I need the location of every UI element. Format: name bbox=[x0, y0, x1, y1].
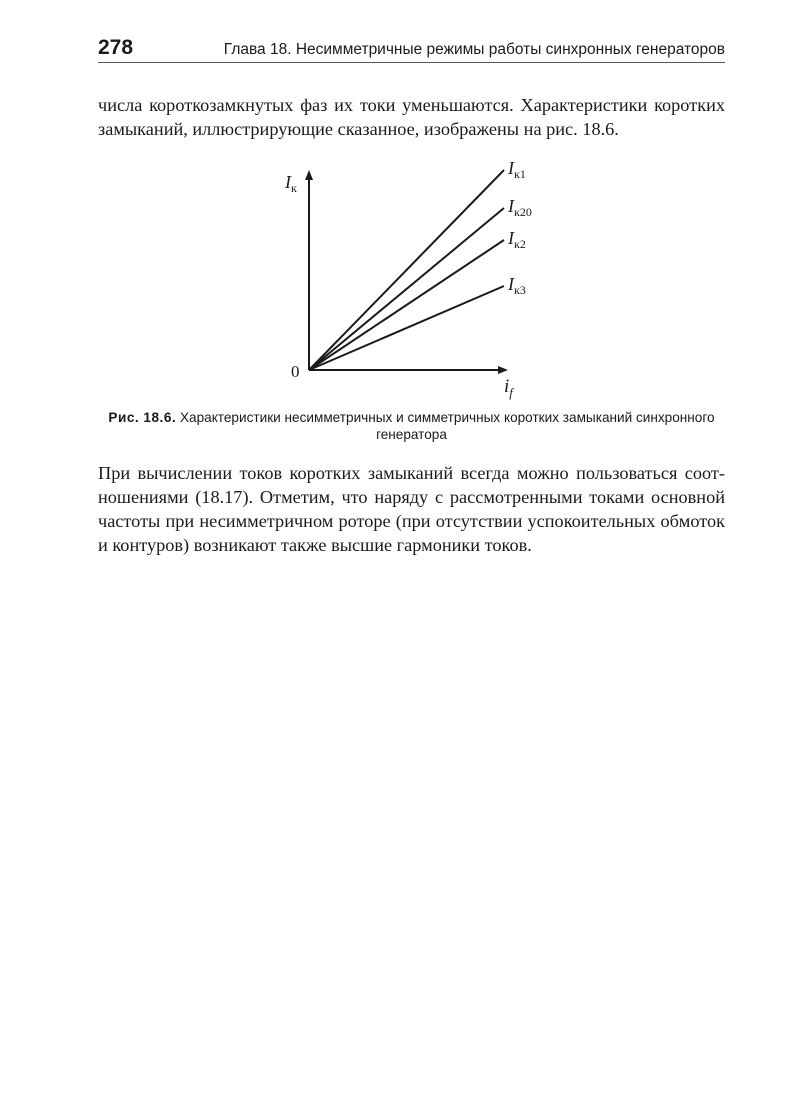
paragraph-line: замыканий, иллюстрирующие сказанное, изображены на рис. 18.6. bbox=[98, 119, 619, 139]
y-axis-arrow-icon bbox=[305, 170, 313, 180]
x-axis-arrow-icon bbox=[498, 366, 508, 374]
series-line-Iк20 bbox=[309, 208, 504, 370]
series-line-Iк3 bbox=[309, 286, 504, 370]
paragraph-line: числа короткозамкнутых фаз их токи уменьшаются. Характеристики коротких bbox=[98, 95, 725, 115]
series-label: $I_{к1}$ bbox=[508, 158, 526, 181]
paragraph-1 bbox=[98, 93, 725, 141]
running-title: Глава 18. Несимметричные режимы работы синхронных генераторов bbox=[223, 41, 725, 58]
origin-label: 0 bbox=[291, 362, 300, 381]
figure-caption bbox=[98, 409, 725, 443]
series-line-Iк2 bbox=[309, 240, 504, 370]
series-label: $I_{к20}$ bbox=[508, 196, 532, 219]
page-number: 278 bbox=[98, 36, 134, 59]
paragraph-line: и контуров) возникают также высшие гармоники токов. bbox=[98, 535, 532, 555]
page-header bbox=[98, 36, 725, 63]
short-circuit-chart bbox=[270, 150, 560, 410]
paragraph-2 bbox=[98, 461, 725, 557]
paragraph-line: частоты при несимметричном роторе (при отсутствии успокоительных обмоток bbox=[98, 511, 725, 531]
paragraph-line: ношениями (18.17). Отметим, что наряду с рассмотренными токами основной bbox=[98, 487, 725, 507]
series-label: $I_{к3}$ bbox=[508, 274, 526, 297]
paragraph-line: При вычислении токов коротких замыканий всегда можно пользоваться соот- bbox=[98, 463, 725, 483]
caption-label: Рис. 18.6. bbox=[108, 410, 177, 425]
series-line-Iк1 bbox=[309, 170, 504, 370]
series-label: $I_{к2}$ bbox=[508, 228, 526, 251]
figure-18-6 bbox=[270, 150, 560, 410]
y-axis-label: $I_к$ bbox=[285, 172, 297, 195]
caption-text: Характеристики несимметричных и симметричных коротких замыканий синхронного генератора bbox=[179, 410, 715, 442]
x-axis-label: $i_f$ bbox=[504, 376, 513, 400]
